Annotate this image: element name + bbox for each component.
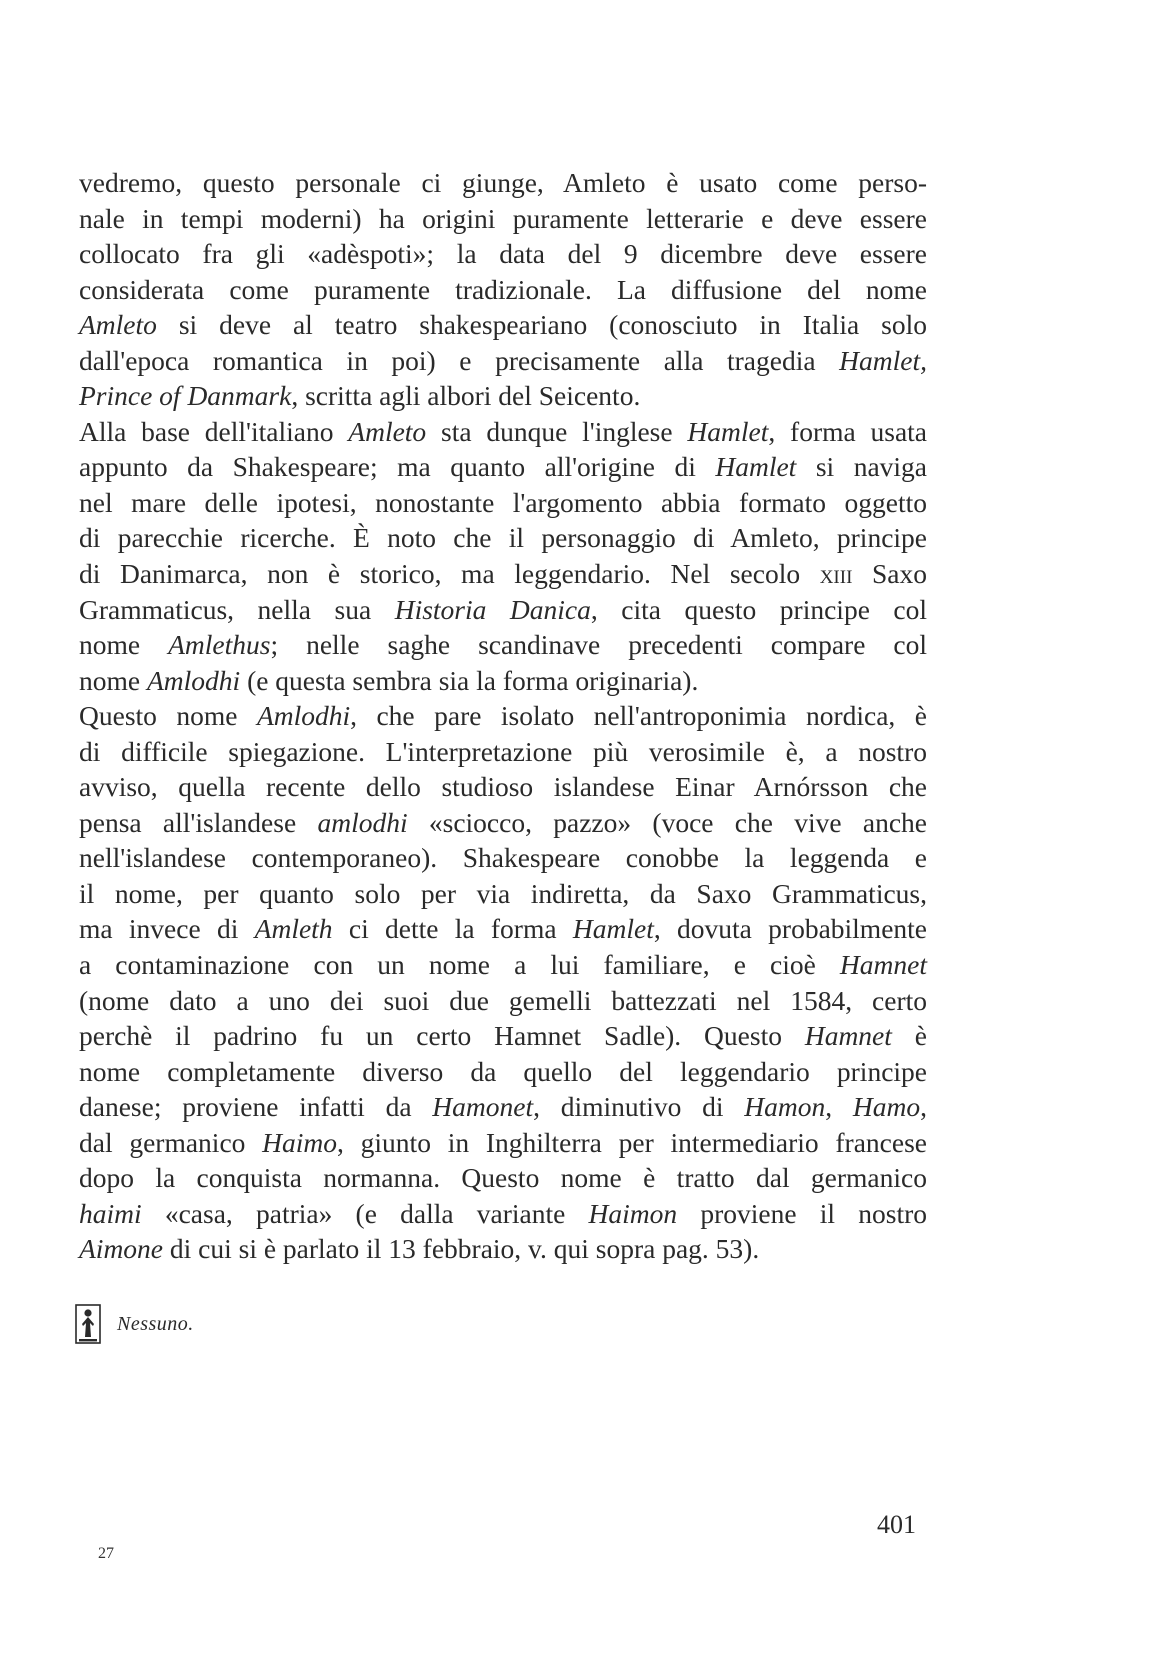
text-segment: perchè il padrino fu un certo Hamnet Sadle). Questo — [79, 1020, 805, 1052]
main-text — [79, 165, 927, 1267]
italic-term: haimi — [79, 1197, 142, 1229]
page-number: 401 — [877, 1510, 916, 1539]
text-line — [79, 414, 927, 450]
text-line — [79, 698, 927, 734]
text-segment: (nome dato a uno dei suoi due gemelli battezzati nel 1584, certo — [79, 984, 927, 1016]
text-segment: dall'epoca romantica in poi) e precisamente alla tragedia — [79, 344, 840, 376]
text-segment: appunto da Shakespeare; ma quanto all'origine di — [79, 451, 716, 483]
text-segment: di Danimarca, non è storico, ma leggendario. Nel secolo — [79, 558, 820, 590]
text-segment: è — [891, 1020, 927, 1052]
italic-term: Amlethus — [168, 629, 271, 661]
text-segment: «casa, patria» (e dalla variante — [141, 1197, 589, 1229]
italic-term: Hamonet — [432, 1091, 534, 1123]
text-segment: , che pare isolato nell'antroponimia nordica, è — [350, 700, 927, 732]
text-line — [79, 272, 927, 308]
saint-name: Nessuno. — [117, 1312, 194, 1335]
text-line — [79, 520, 927, 556]
text-segment: ci dette la forma — [332, 913, 573, 945]
text-line — [79, 307, 927, 343]
text-segment: avviso, quella recente dello studioso islandese Einar Arnórsson che — [79, 771, 927, 803]
italic-term: Haimo — [262, 1126, 338, 1158]
text-line — [79, 343, 927, 379]
text-line — [79, 876, 927, 912]
text-segment: si naviga — [796, 451, 927, 483]
italic-term: Prince of Danmark — [79, 380, 292, 412]
text-line — [79, 556, 927, 592]
text-segment: , forma usata — [768, 415, 928, 447]
text-segment: nome — [79, 629, 169, 661]
text-segment: pensa all'islandese — [79, 806, 318, 838]
text-segment: di difficile spiegazione. L'interpretazione più verosimile è, a nostro — [79, 735, 927, 767]
text-segment: di cui si è parlato il 13 febbraio, v. qui sopra pag. 53). — [163, 1233, 760, 1265]
text-segment: dopo la conquista normanna. Questo nome è tratto dal germanico — [79, 1162, 927, 1194]
saint-figure-icon — [75, 1304, 101, 1344]
italic-term: Amlodhi — [146, 664, 241, 696]
text-segment: sta dunque l'inglese — [426, 415, 688, 447]
text-line — [79, 1054, 927, 1090]
text-segment: «sciocco, pazzo» (voce che vive anche — [407, 806, 927, 838]
text-segment: dal germanico — [79, 1126, 263, 1158]
text-line — [79, 592, 927, 628]
italic-term: Amlodhi — [256, 700, 351, 732]
text-line — [79, 201, 927, 237]
text-line — [79, 805, 927, 841]
italic-term: Amleto — [348, 415, 427, 447]
text-segment: nel mare delle ipotesi, nonostante l'argomento abbia formato oggetto — [79, 486, 927, 518]
text-segment: si deve al teatro shakespeariano (conosciuto in Italia solo — [156, 309, 927, 341]
text-segment: ma invece di — [79, 913, 255, 945]
text-line — [79, 1160, 927, 1196]
signature-mark: 27 — [98, 1545, 114, 1562]
text-line — [79, 734, 927, 770]
text-segment: di parecchie ricerche. È noto che il personaggio di Amleto, principe — [79, 522, 927, 554]
text-segment: considerata come puramente tradizionale. La diffusione del nome — [79, 273, 927, 305]
text-segment: , diminutivo di — [533, 1091, 745, 1123]
text-line — [79, 627, 927, 663]
italic-term: Amleto — [79, 309, 157, 341]
text-segment: proviene il nostro — [677, 1197, 927, 1229]
text-segment: , cita questo principe col — [590, 593, 928, 625]
text-segment: nome — [79, 664, 147, 696]
text-line — [79, 485, 927, 521]
italic-term: Aimone — [79, 1233, 164, 1265]
text-segment: danese; proviene infatti da — [79, 1091, 433, 1123]
text-segment: vedremo, questo personale ci giunge, Amleto è usato come perso- — [79, 167, 927, 198]
italic-term: Hamlet — [715, 451, 797, 483]
text-line — [79, 378, 927, 414]
italic-term: Hamlet, — [839, 344, 927, 376]
text-segment: , dovuta probabilmente — [653, 913, 928, 945]
text-segment: nell'islandese contemporaneo). Shakespeare conobbe la leggenda e — [79, 842, 927, 874]
text-segment: il nome, per quanto solo per via indiretta, da Saxo Grammaticus, — [79, 877, 927, 909]
text-line — [79, 236, 927, 272]
text-line — [79, 840, 927, 876]
text-segment: , — [825, 1091, 853, 1123]
saint-entry — [75, 1302, 194, 1346]
text-segment: (e questa sembra sia la forma originaria). — [240, 664, 699, 696]
italic-term: Hamlet — [572, 913, 654, 945]
text-line — [79, 1089, 927, 1125]
text-segment: ; nelle saghe scandinave precedenti compare col — [270, 629, 927, 661]
italic-term: Hamo — [852, 1091, 921, 1123]
text-line — [79, 947, 927, 983]
text-line — [79, 769, 927, 805]
text-line — [79, 449, 927, 485]
italic-term: Hamlet — [687, 415, 769, 447]
text-segment: nale in tempi moderni) ha origini puramente letterarie e deve essere — [79, 202, 927, 234]
text-segment: , scritta agli albori del Seicento. — [291, 380, 641, 412]
italic-term: Hamnet — [839, 949, 927, 981]
text-line — [79, 165, 927, 201]
text-line — [79, 1196, 927, 1232]
text-segment: nome completamente diverso da quello del leggendario principe — [79, 1055, 927, 1087]
italic-term: Haimon — [588, 1197, 678, 1229]
italic-term: Hamon — [744, 1091, 826, 1123]
text-line — [79, 1125, 927, 1161]
text-line — [79, 1231, 927, 1267]
text-line — [79, 983, 927, 1019]
text-segment: a contaminazione con un nome a lui familiare, e cioè — [79, 949, 840, 981]
text-segment: , giunto in Inghilterra per intermediario francese — [337, 1126, 927, 1158]
text-segment: collocato fra gli «adèspoti»; la data del 9 dicembre deve essere — [79, 238, 927, 270]
italic-term: Amleth — [254, 913, 333, 945]
text-segment: Questo nome — [79, 700, 257, 732]
text-line — [79, 663, 927, 699]
text-segment: Grammaticus, nella sua — [79, 593, 395, 625]
text-segment: Saxo — [852, 558, 927, 590]
italic-term: Historia Danica — [394, 593, 591, 625]
text-line — [79, 1018, 927, 1054]
text-segment: , — [920, 1091, 928, 1123]
italic-term: Hamnet — [804, 1020, 892, 1052]
text-segment: Alla base dell'italiano — [79, 415, 349, 447]
italic-term: amlodhi — [317, 806, 408, 838]
roman-numeral: xiii — [819, 558, 853, 590]
text-line — [79, 911, 927, 947]
